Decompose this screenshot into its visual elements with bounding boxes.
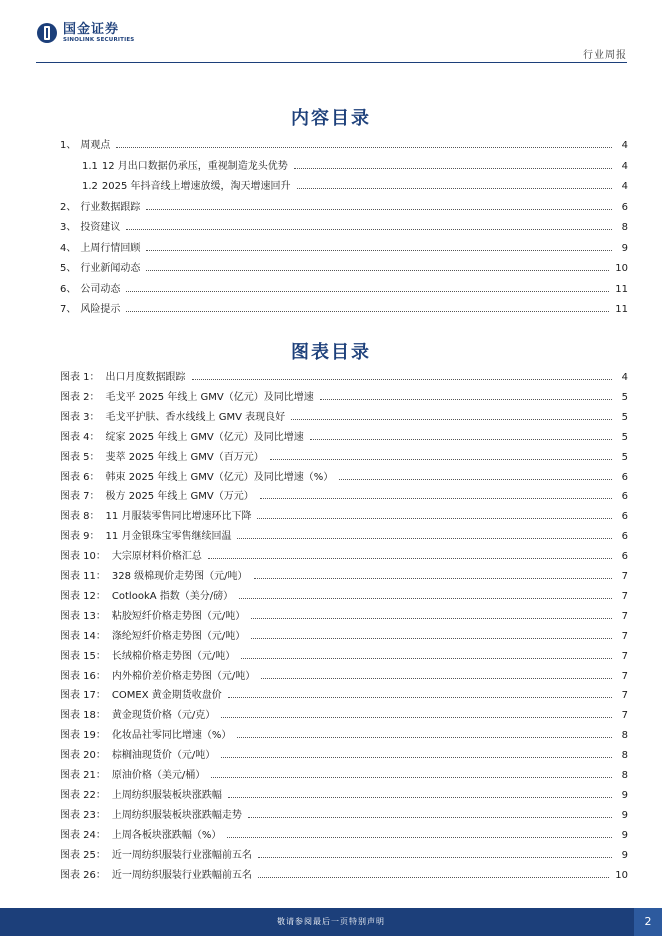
figure-entry-label: CotlookA 指数（美分/磅）	[111, 590, 234, 602]
header-divider	[36, 62, 627, 63]
page-header	[0, 0, 662, 64]
dot-leader	[258, 877, 609, 878]
figure-entry-number: 图表 22：	[60, 789, 106, 801]
figure-entry-page: 5	[621, 451, 628, 463]
figure-entry-page: 6	[621, 471, 628, 483]
figure-entry-label: 上周纺织服装板块涨跌幅	[111, 789, 222, 801]
toc-entry-page: 10	[615, 263, 628, 274]
figure-entry[interactable]	[60, 406, 628, 423]
figure-entry-page: 8	[621, 750, 628, 762]
toc-entry[interactable]	[82, 155, 628, 172]
figure-entry-page: 8	[621, 730, 628, 742]
toc-entry[interactable]	[82, 175, 628, 192]
dot-leader	[294, 168, 612, 169]
toc-entry[interactable]	[60, 196, 628, 213]
dot-leader	[221, 717, 612, 718]
figure-entry-label: 绽家 2025 年线上 GMV（亿元）及同比增速	[105, 431, 304, 443]
dot-leader	[146, 250, 612, 251]
dot-leader	[254, 578, 612, 579]
dot-leader	[297, 188, 612, 189]
figure-entry-label: 棕榈油现货价（元/吨）	[111, 750, 216, 762]
contents-title: 内容目录	[291, 108, 371, 129]
dot-leader	[261, 678, 612, 679]
figure-entry-number: 图表 7：	[60, 491, 100, 503]
figure-entry-number: 图表 10：	[60, 551, 106, 563]
toc-entry-number: 1.1	[82, 160, 98, 172]
figure-entry-label: 近一周纺织服装行业跌幅前五名	[111, 869, 252, 881]
figure-entry-label: 黄金现货价格（元/克）	[111, 710, 216, 722]
figure-entry-number: 图表 11：	[60, 571, 106, 582]
dot-leader	[320, 399, 612, 400]
dot-leader	[310, 439, 612, 440]
figure-entry-label: 毛戈平护肤、香水线线上 GMV 表现良好	[105, 411, 286, 423]
figure-entry-page: 5	[621, 411, 628, 423]
figure-entry-page: 9	[621, 789, 628, 801]
figure-entry[interactable]	[60, 804, 628, 821]
toc-entry[interactable]	[60, 298, 628, 315]
figure-entry-label: 上周纺织服装板块涨跌幅走势	[111, 809, 242, 821]
figure-entry-page: 9	[621, 809, 628, 821]
dot-leader	[228, 797, 612, 798]
toc-entry[interactable]	[60, 134, 628, 151]
figure-entry[interactable]	[60, 625, 628, 642]
figure-entry-label: 斐萃 2025 年线上 GMV（百万元）	[105, 451, 264, 463]
figure-entry[interactable]	[60, 645, 628, 662]
figure-entry[interactable]	[60, 565, 628, 582]
figure-entry-number: 图表 23：	[60, 809, 106, 821]
toc-entry-number: 6、	[60, 283, 77, 295]
dot-leader	[260, 498, 612, 499]
logo-english-name: SINOLINK SECURITIES	[63, 36, 135, 43]
figure-entry-label: 大宗原材料价格汇总	[111, 551, 202, 563]
figure-entry-number: 图表 20：	[60, 750, 106, 762]
dot-leader	[228, 697, 612, 698]
figure-entry-label: 韩束 2025 年线上 GMV（亿元）及同比增速（%）	[105, 471, 334, 483]
dot-leader	[126, 291, 609, 292]
toc-entry-page: 11	[615, 283, 628, 295]
toc-entry-page: 4	[621, 140, 628, 151]
dot-leader	[291, 419, 612, 420]
figure-entry-page: 6	[621, 551, 628, 563]
dot-leader	[146, 270, 609, 271]
figure-entry[interactable]	[60, 824, 628, 841]
figure-entry[interactable]	[60, 505, 628, 522]
figure-entry-number: 图表 3：	[60, 411, 100, 423]
figure-entry-number: 图表 26：	[60, 869, 106, 881]
figure-entry-number: 图表 8：	[60, 511, 100, 523]
dot-leader	[241, 658, 612, 659]
figure-entry[interactable]	[60, 744, 628, 761]
figure-entry[interactable]	[60, 784, 628, 801]
company-logo	[36, 22, 134, 44]
logo-chinese-name: 国金证券	[63, 21, 120, 37]
figure-entry-page: 10	[615, 869, 628, 881]
figure-entry-number: 图表 14：	[60, 630, 106, 642]
figure-entry-label: 长绒棉价格走势图（元/吨）	[111, 650, 236, 662]
dot-leader	[251, 618, 612, 619]
figure-entry[interactable]	[60, 426, 628, 443]
dot-leader	[339, 479, 612, 480]
dot-leader	[237, 737, 612, 738]
toc-entry-label: 行业新闻动态	[80, 263, 141, 274]
dot-leader	[126, 229, 612, 230]
figure-entry[interactable]	[60, 684, 628, 701]
toc-entry-number: 4、	[60, 242, 77, 254]
figure-entry[interactable]	[60, 446, 628, 463]
dot-leader	[248, 817, 612, 818]
figure-entry-label: 上周各板块涨跌幅（%）	[111, 829, 222, 841]
figure-entry-number: 图表 6：	[60, 471, 100, 483]
figure-entry[interactable]	[60, 605, 628, 622]
figure-entry-label: 粘胶短纤价格走势图（元/吨）	[111, 610, 246, 622]
toc-entry-number: 2、	[60, 201, 77, 213]
figure-entry-page: 5	[621, 391, 628, 403]
figure-entry[interactable]	[60, 386, 628, 403]
figure-entry-label: 毛戈平 2025 年线上 GMV（亿元）及同比增速	[105, 391, 314, 403]
toc-entry-page: 8	[621, 222, 628, 233]
figure-entry-number: 图表 13：	[60, 610, 106, 622]
figure-entry-number: 图表 17：	[60, 690, 106, 702]
report-type: 行业周报	[583, 50, 627, 61]
figure-entry-number: 图表 16：	[60, 670, 106, 682]
toc-entry-label: 行业数据跟踪	[80, 201, 141, 213]
figure-entry-number: 图表 9：	[60, 531, 100, 543]
figure-entry[interactable]	[60, 466, 628, 483]
figure-entry[interactable]	[60, 844, 628, 861]
toc-entry-label: 上周行情回顾	[80, 242, 141, 254]
figure-entry-label: 原油价格（美元/桶）	[111, 770, 206, 781]
toc-entry-label: 12 月出口数据仍承压，重视制造龙头优势	[101, 160, 288, 172]
figure-entry[interactable]	[60, 545, 628, 562]
toc-entry-page: 11	[615, 304, 628, 315]
figure-entry-page: 7	[621, 670, 628, 682]
dot-leader	[251, 638, 612, 639]
figure-entry-number: 图表 24：	[60, 829, 106, 841]
toc-entry-page: 6	[621, 201, 628, 213]
toc-entry-label: 公司动态	[80, 283, 121, 295]
figure-entry-number: 图表 4：	[60, 431, 100, 443]
figure-entry[interactable]	[60, 525, 628, 542]
figure-entry-label: 内外棉价差价格走势图（元/吨）	[111, 670, 256, 682]
figure-entry-number: 图表 1：	[60, 372, 100, 383]
figure-entry-page: 7	[621, 590, 628, 602]
figure-entry[interactable]	[60, 704, 628, 721]
toc-entry-number: 1、	[60, 140, 77, 151]
toc-entry-label: 周观点	[80, 140, 111, 151]
dot-leader	[237, 538, 612, 539]
figure-entry-number: 图表 25：	[60, 849, 106, 861]
dot-leader	[192, 379, 612, 380]
toc-entry-label: 风险提示	[80, 304, 121, 315]
toc-entry[interactable]	[60, 237, 628, 254]
figure-entry-label: 近一周纺织服装行业涨幅前五名	[111, 849, 252, 861]
toc-entry-page: 4	[621, 181, 628, 192]
dot-leader	[227, 837, 612, 838]
dot-leader	[146, 209, 612, 210]
figure-entry-number: 图表 12：	[60, 590, 106, 602]
toc-entry[interactable]	[60, 278, 628, 295]
figure-entry-page: 7	[621, 650, 628, 662]
figure-entry-label: 极方 2025 年线上 GMV（万元）	[105, 491, 254, 503]
toc-entry-number: 3、	[60, 222, 77, 233]
figure-entry-page: 7	[621, 610, 628, 622]
sinolink-logo-icon	[36, 22, 58, 44]
figure-entry-label: COMEX 黄金期货收盘价	[111, 690, 222, 702]
figure-entry-label: 出口月度数据跟踪	[105, 372, 186, 383]
footer-disclaimer: 敬请参阅最后一页特别声明	[277, 917, 385, 926]
figure-entry-page: 9	[621, 849, 628, 861]
figure-entry[interactable]	[60, 724, 628, 741]
figure-entry[interactable]	[60, 665, 628, 682]
toc-entry-number: 5、	[60, 263, 77, 274]
toc-entry[interactable]	[60, 216, 628, 233]
figure-entry-label: 328 级棉现价走势图（元/吨）	[111, 571, 248, 582]
figure-entry-number: 图表 18：	[60, 710, 106, 722]
dot-leader	[211, 777, 612, 778]
figure-entry-page: 7	[621, 630, 628, 642]
toc-entry[interactable]	[60, 257, 628, 274]
figure-entry[interactable]	[60, 864, 628, 881]
figure-entry-number: 图表 19：	[60, 730, 106, 742]
figure-entry-label: 11 月金银珠宝零售继续回温	[105, 531, 232, 543]
figure-entry[interactable]	[60, 485, 628, 502]
figure-entry-page: 7	[621, 571, 628, 582]
figure-entry-page: 9	[621, 829, 628, 841]
figure-entry-page: 6	[621, 491, 628, 503]
figure-entry-page: 8	[621, 770, 628, 781]
dot-leader	[239, 598, 612, 599]
figure-entry-number: 图表 5：	[60, 451, 100, 463]
dot-leader	[270, 459, 612, 460]
dot-leader	[258, 857, 612, 858]
figure-entry-label: 化妆品社零同比增速（%）	[111, 730, 232, 742]
dot-leader	[257, 518, 612, 519]
figure-entry[interactable]	[60, 764, 628, 781]
figure-entry-number: 图表 2：	[60, 391, 100, 403]
toc-entry-page: 9	[621, 242, 628, 254]
dot-leader	[221, 757, 612, 758]
figure-entry-page: 7	[621, 710, 628, 722]
dot-leader	[126, 311, 609, 312]
figure-entry-page: 4	[621, 372, 628, 383]
figure-entry-page: 5	[621, 431, 628, 443]
figure-entry[interactable]	[60, 585, 628, 602]
figure-entry-number: 图表 15：	[60, 650, 106, 662]
figure-entry[interactable]	[60, 366, 628, 383]
figure-entry-page: 6	[621, 531, 628, 543]
toc-entry-page: 4	[621, 160, 628, 172]
figures-title: 图表目录	[291, 342, 371, 363]
page-number: 2	[634, 908, 662, 936]
toc-entry-number: 1.2	[82, 181, 98, 192]
page-footer	[0, 908, 662, 936]
figure-entry-page: 7	[621, 690, 628, 702]
dot-leader	[208, 558, 612, 559]
figure-entry-page: 6	[621, 511, 628, 523]
figure-entry-number: 图表 21：	[60, 770, 106, 781]
toc-entry-label: 2025 年抖音线上增速放缓，淘天增速回升	[101, 181, 291, 192]
toc-entry-number: 7、	[60, 304, 77, 315]
toc-entry-label: 投资建议	[80, 222, 121, 233]
dot-leader	[116, 147, 612, 148]
figure-entry-label: 11 月服装零售同比增速环比下降	[105, 511, 252, 523]
figure-entry-label: 涤纶短纤价格走势图（元/吨）	[111, 630, 246, 642]
